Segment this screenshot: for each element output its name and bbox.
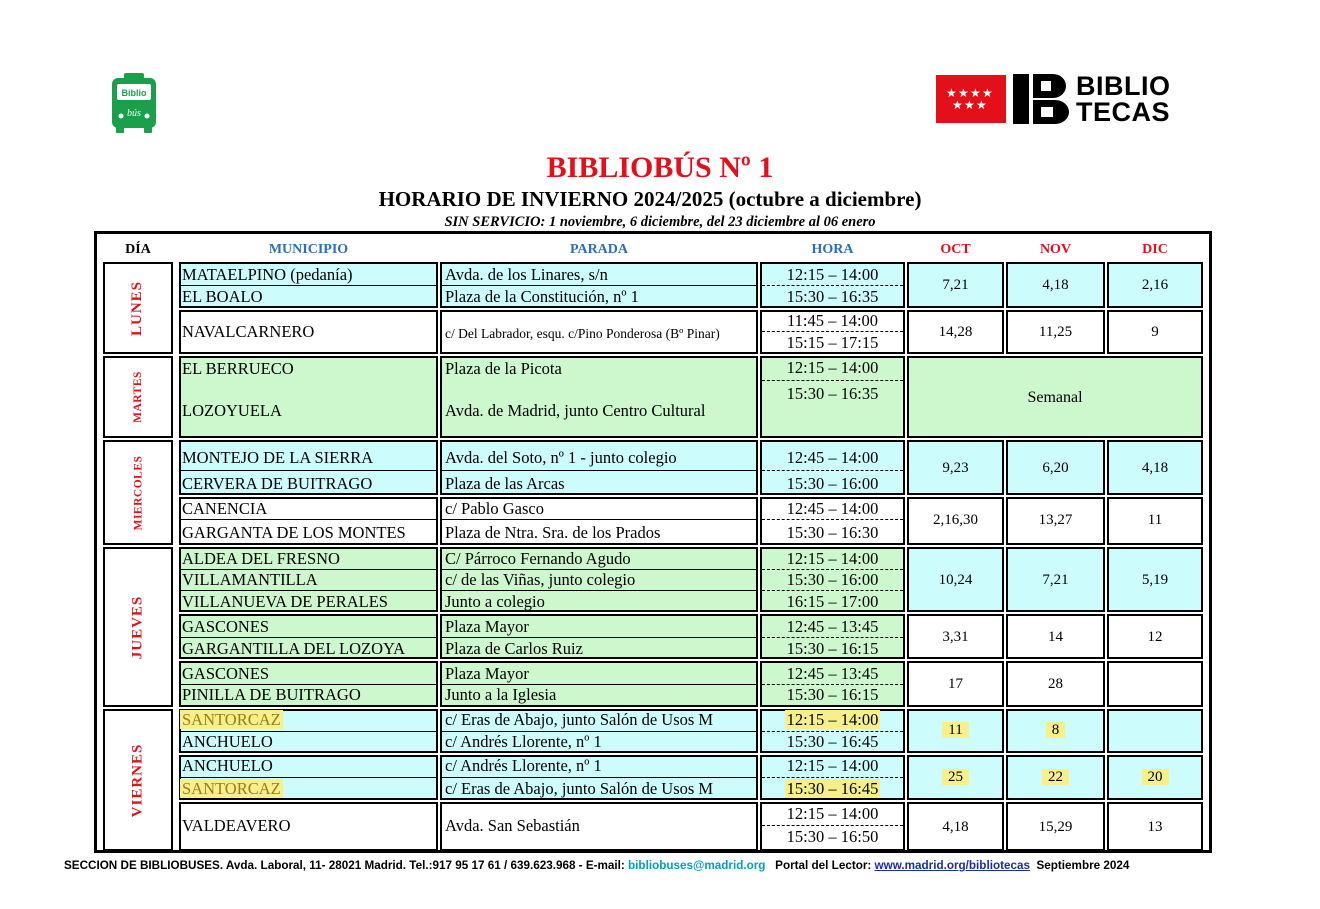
stop-name: C/ Párroco Fernando Agudo [445,549,631,568]
hour-range: 12:45 – 13:45 [786,617,879,636]
stop-name: c/ Pablo Gasco [445,499,544,518]
header-hora: HORA [811,242,854,257]
hour-range: 15:30 – 16:30 [786,523,879,542]
stop-name: Avda. San Sebastián [445,816,580,835]
stop-name: Junto a colegio [445,592,545,611]
dic-cell [1107,661,1203,707]
weekly-frequency: Semanal [1027,389,1083,406]
stop-name: Plaza Mayor [445,617,529,636]
municipio-name: VALDEAVERO [182,816,291,835]
municipio-name: CANENCIA [182,499,268,518]
header-nov: NOV [1039,242,1072,257]
municipio-name: ALDEA DEL FRESNO [182,549,340,568]
page-title: BIBLIOBÚS Nº 1 [546,151,774,184]
oct-dates: 17 [948,676,963,692]
hour-range: 15:30 – 16:35 [786,287,879,306]
hour-range: 12:45 – 13:45 [786,664,879,683]
stop-name: Plaza Mayor [445,664,529,683]
dic-dates: 5,19 [1141,572,1169,588]
oct-dates: 4,18 [942,819,969,835]
page-subtitle: HORARIO DE INVIERNO 2024/2025 (octubre a diciembre) [378,187,922,211]
stop-name: Avda. de Madrid, junto Centro Cultural [445,401,706,420]
hour-range: 12:15 – 14:00 [786,265,879,284]
stop-name: Plaza de las Arcas [445,474,565,493]
svg-text:bús: bús [127,108,141,119]
madrid-flag-icon: ★ ★ ★ ★ ★ ★ ★ [936,75,1006,123]
day-martes: MARTES [103,356,173,438]
stop-name: c/ Eras de Abajo, junto Salón de Usos M [445,710,714,729]
municipio-name: VILLAMANTILLA [182,570,318,589]
hour-range: 15:30 – 16:35 [786,384,879,403]
oct-dates: 2,16,30 [933,512,978,528]
oct-dates: 14,28 [938,324,973,340]
municipio-name: SANTORCAZ [182,779,281,798]
hour-range: 12:15 – 14:00 [786,804,879,823]
stop-name: Avda. del Soto, nº 1 - junto colegio [445,448,677,467]
hour-range: 15:15 – 17:15 [786,333,879,352]
stop-name: c/ Del Labrador, esqu. c/Pino Ponderosa (Bº Pinar) [445,326,720,341]
hour-range: 15:30 – 16:00 [786,570,879,589]
stop-name: Plaza de la Constitución, nº 1 [445,287,639,306]
day-viernes: VIERNES [103,709,173,851]
header-dic: DIC [1142,242,1168,257]
dic-dates: 20 [1107,767,1203,787]
dic-dates: 2,16 [1141,277,1169,293]
nov-dates: 22 [1006,767,1105,787]
oct-dates: 9,23 [942,460,969,476]
bibliotecas-b-logo-icon [1013,74,1071,124]
header-oct: OCT [940,242,971,257]
hour-range: 12:45 – 14:00 [786,499,879,518]
oct-dates: 10,24 [938,572,973,588]
nov-dates: 4,18 [1042,277,1069,293]
municipio-name: NAVALCARNERO [182,322,315,341]
oct-dates: 3,31 [942,629,969,645]
municipio-name: PINILLA DE BUITRAGO [182,685,361,704]
dic-dates: 11 [1147,512,1163,528]
footer-contact: SECCION DE BIBLIOBUSES. Avda. Laboral, 11- 28021 Madrid. Tel.:917 95 17 61 / 639.623.968 - E-mail: [64,859,625,872]
municipio-name: GARGANTILLA DEL LOZOYA [182,639,406,658]
oct-dates: 25 [907,767,1004,787]
municipio-name: EL BERRUECO [182,359,294,378]
municipio-name: MONTEJO DE LA SIERRA [182,448,374,467]
municipio-name: MATAELPINO (pedanía) [182,265,353,284]
municipio-name: EL BOALO [182,287,263,306]
dic-dates: 9 [1151,324,1159,340]
hour-range: 16:15 – 17:00 [786,592,879,611]
stop-name: c/ Andrés Llorente, nº 1 [445,756,602,775]
hour-range: 15:30 – 16:15 [786,639,879,658]
footer [64,859,1129,872]
hour-range: 15:30 – 16:15 [786,685,879,704]
stop-name: c/ de las Viñas, junto colegio [445,570,636,589]
hour-range: 12:45 – 14:00 [786,448,879,467]
dic-dates: 13 [1147,819,1163,835]
stop-name: Plaza de la Picota [445,359,562,378]
nov-dates: 7,21 [1042,572,1069,588]
dic-cell [1107,709,1203,753]
stop-name: Avda. de los Linares, s/n [445,265,608,284]
municipio-name: GARGANTA DE LOS MONTES [182,523,406,542]
bibliotecas-word-1: BIBLIO [1076,71,1171,101]
municipio-name: GASCONES [182,664,270,683]
oct-dates: 11 [907,720,1004,740]
nov-dates: 14 [1048,629,1063,645]
nov-dates: 28 [1048,676,1063,692]
hour-range: 15:30 – 16:45 [786,779,879,798]
hour-range: 15:30 – 16:45 [786,732,879,751]
day-jueves: JUEVES [103,547,173,707]
day-miercoles: MIERCOLES [103,440,173,545]
stop-name: Plaza de Carlos Ruiz [445,639,583,658]
hour-range: 12:15 – 14:00 [786,710,879,729]
municipio-name: VILLANUEVA DE PERALES [182,592,388,611]
hour-range: 15:30 – 16:50 [786,827,879,846]
email-link[interactable]: bibliobuses@madrid.org [628,859,766,872]
header-parada: PARADA [569,242,629,257]
header-dia: DÍA [125,242,151,257]
stop-name: Junto a la Iglesia [445,685,557,704]
svg-text:Biblio: Biblio [121,88,147,98]
hour-range: 12:15 – 14:00 [786,549,879,568]
hour-range: 12:15 – 14:00 [786,358,879,377]
day-lunes: LUNES [103,262,173,354]
dic-dates: 4,18 [1141,460,1169,476]
municipio-name: CERVERA DE BUITRAGO [182,474,373,493]
bibliotecas-word-2: TECAS [1076,97,1171,127]
stop-name: Plaza de Ntra. Sra. de los Prados [445,523,661,542]
hour-range: 11:45 – 14:00 [786,311,879,330]
no-service-note: SIN SERVICIO: 1 noviembre, 6 diciembre, del 23 diciembre al 06 enero [444,214,876,230]
nov-dates: 6,20 [1042,460,1069,476]
oct-dates: 7,21 [942,277,969,293]
nov-dates: 8 [1006,720,1105,740]
footer-date: Septiembre 2024 [1036,859,1130,872]
municipio-name: ANCHUELO [182,756,273,775]
stop-name: c/ Andrés Llorente, nº 1 [445,732,602,751]
stop-name: c/ Eras de Abajo, junto Salón de Usos M [445,779,714,798]
bibliobus-logo-icon [110,72,158,134]
portal-link[interactable]: www.madrid.org/bibliotecas [874,859,1030,872]
municipio-name: LOZOYUELA [182,401,282,420]
municipio-name: ANCHUELO [182,732,273,751]
municipio-name: SANTORCAZ [182,710,281,729]
municipio-name: GASCONES [182,617,270,636]
header-municipio: MUNICIPIO [268,242,349,257]
nov-dates: 13,27 [1038,512,1073,528]
hour-range: 15:30 – 16:00 [786,474,879,493]
portal-label: Portal del Lector: [775,859,872,872]
hour-range: 12:15 – 14:00 [786,756,879,775]
dic-dates: 12 [1147,629,1163,645]
nov-dates: 11,25 [1038,324,1073,340]
nov-dates: 15,29 [1038,819,1073,835]
